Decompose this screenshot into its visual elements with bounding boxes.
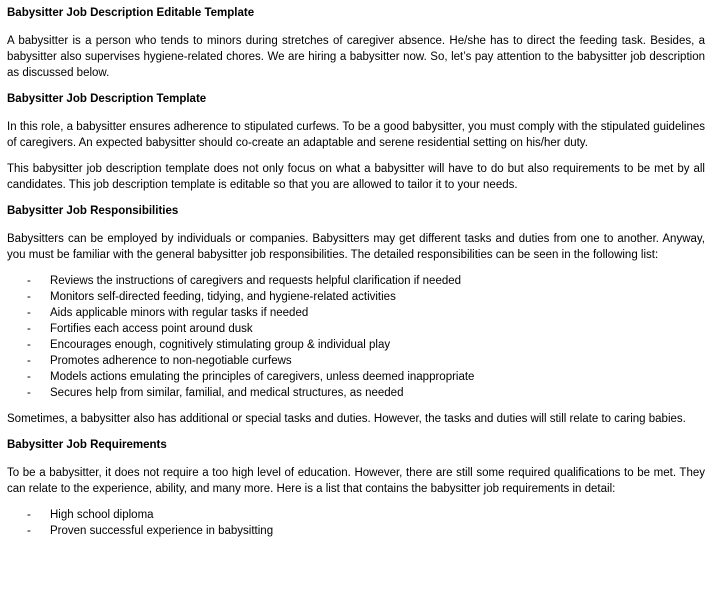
bullet-dash: - [27, 355, 31, 367]
requirements-intro: To be a babysitter, it does not require a too high level of education. However, there are still some required qualifications to be met. They can relate to the experience, ability, and many more. Here is a list that contains the babysitter job requirements in detail: [7, 467, 705, 495]
list-item-text: Proven successful experience in babysitting [50, 525, 274, 537]
list-item [7, 369, 705, 385]
bullet-dash: - [27, 387, 31, 399]
list-item-text: High school diploma [50, 509, 154, 521]
list-item-text: Models actions emulating the principles of caregivers, unless deemed inappropriate [50, 371, 475, 383]
requirements-heading: Babysitter Job Requirements [7, 439, 167, 451]
list-item [7, 305, 705, 321]
list-item [7, 273, 705, 289]
list-item-text: Promotes adherence to non-negotiable curfews [50, 355, 292, 367]
list-item [7, 321, 705, 337]
bullet-dash: - [27, 509, 31, 521]
bullet-dash: - [27, 371, 31, 383]
document-page [7, 5, 705, 539]
responsibilities-outro: Sometimes, a babysitter also has additional or special tasks and duties. However, the tasks and duties will still relate to caring babies. [7, 413, 686, 425]
bullet-dash: - [27, 339, 31, 351]
bullet-dash: - [27, 291, 31, 303]
list-item-text: Monitors self-directed feeding, tidying, and hygiene-related activities [50, 291, 396, 303]
bullet-dash: - [27, 525, 31, 537]
list-item [7, 353, 705, 369]
bullet-dash: - [27, 323, 31, 335]
list-item [7, 507, 705, 523]
list-item [7, 523, 705, 539]
bullet-dash: - [27, 307, 31, 319]
list-item-text: Fortifies each access point around dusk [50, 323, 253, 335]
bullet-dash: - [27, 275, 31, 287]
template-heading: Babysitter Job Description Template [7, 93, 207, 105]
document-title: Babysitter Job Description Editable Template [7, 7, 255, 19]
list-item-text: Reviews the instructions of caregivers and requests helpful clarification if needed [50, 275, 462, 287]
list-item [7, 337, 705, 353]
intro-paragraph: A babysitter is a person who tends to minors during stretches of caregiver absence. He/she has to direct the feeding task. Besides, a babysitter also supervises hygiene-related chores. We are hiring a babysitter now. So, let’s pay attention to the babysitter job description as discussed below. [7, 35, 705, 79]
template-paragraph-2: This babysitter job description template does not only focus on what a babysitter will have to do but also requirements to be met by all candidates. This job description template is editable so that you are allowed to tailor it to your needs. [7, 163, 705, 191]
responsibilities-heading: Babysitter Job Responsibilities [7, 205, 179, 217]
template-paragraph-1: In this role, a babysitter ensures adherence to stipulated curfews. To be a good babysitter, you must comply with the stipulated guidelines of caregivers. An expected babysitter should co-create an adaptable and serene residential setting on his/her duty. [7, 121, 705, 149]
list-item-text: Encourages enough, cognitively stimulating group & individual play [50, 339, 391, 351]
list-item-text: Secures help from similar, familial, and medical structures, as needed [50, 387, 404, 399]
list-item-text: Aids applicable minors with regular tasks if needed [50, 307, 309, 319]
list-item [7, 289, 705, 305]
list-item [7, 385, 705, 401]
requirements-list [7, 507, 705, 539]
responsibilities-list [7, 273, 705, 401]
responsibilities-intro: Babysitters can be employed by individuals or companies. Babysitters may get different tasks and duties from one to another. Anyway, you must be familiar with the general babysitter job responsibilities. The detailed responsibilities can be seen in the following list: [7, 233, 705, 261]
